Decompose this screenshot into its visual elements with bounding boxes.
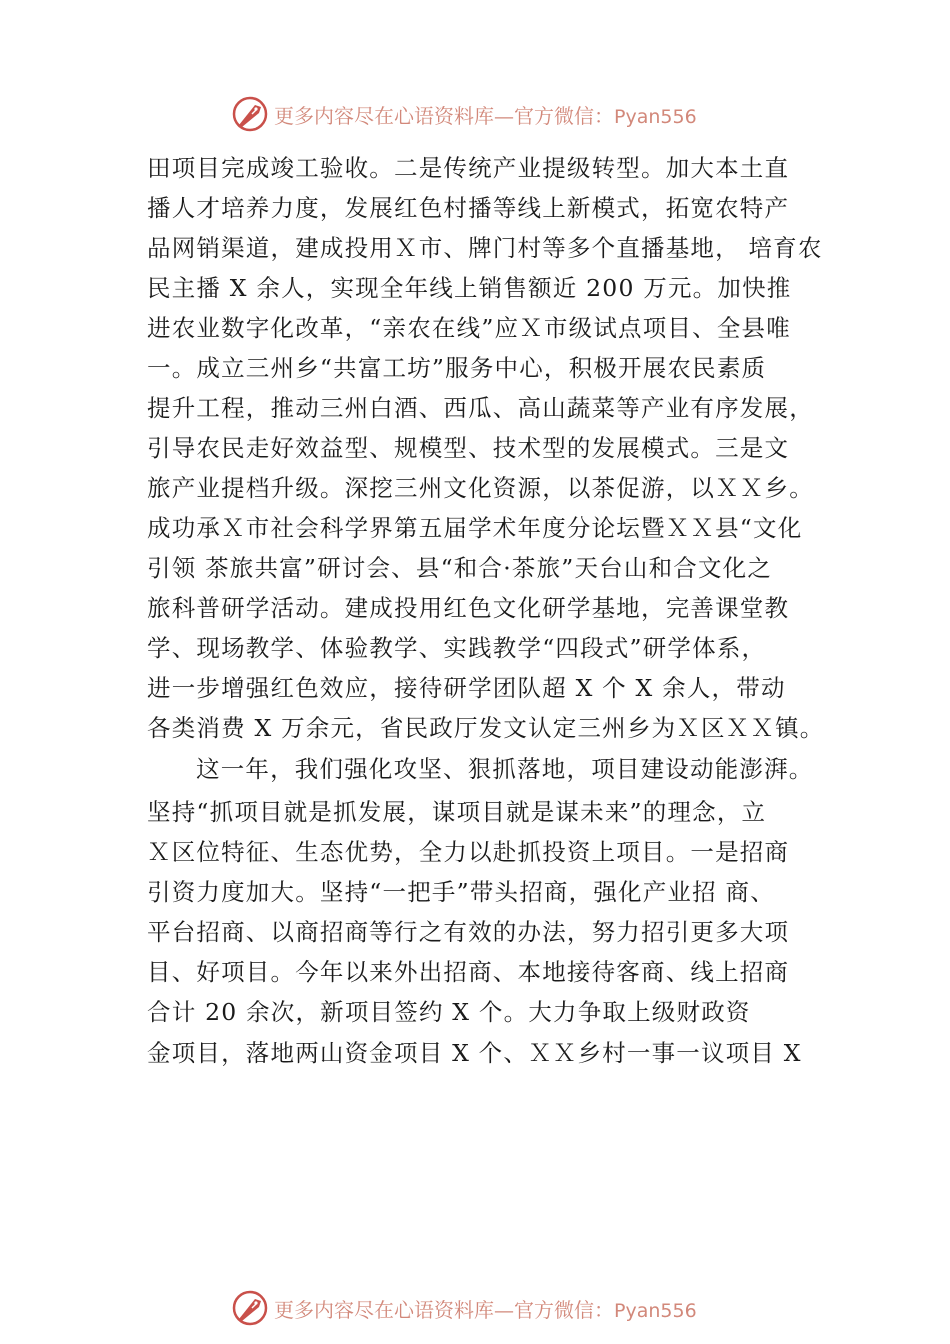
paragraph-line: 目、好项目。今年以来外出招商、本地接待客商、线上招商 [147, 958, 790, 986]
paragraph-line: 成功承Ｘ市社会科学界第五届学术年度分论坛暨ＸＸ县“文化 [147, 514, 803, 542]
paragraph-line: 引资力度加大。坚持“一把手”带头招商，强化产业招 商、 [147, 878, 775, 906]
paragraph-line: 学、现场教学、体验教学、实践教学“四段式”研学体系， [147, 634, 767, 662]
paragraph-line: 进一步增强红色效应，接待研学团队超 X 个 X 余人，带动 [147, 674, 786, 702]
paragraph-line: Ｘ区位特征、生态优势，全力以赴抓投资上项目。一是招商 [147, 838, 790, 866]
paragraph-first-line: 这一年，我们强化攻坚、狠抓落地，项目建设动能澎湃。 [196, 755, 814, 783]
paragraph-line: 引导农民走好效益型、规模型、技术型的发展模式。三是文 [147, 434, 790, 462]
pen-nib-logo-icon [230, 94, 270, 134]
paragraph-line: 平台招商、以商招商等行之有效的办法，努力招引更多大项 [147, 918, 790, 946]
paragraph-line: 合计 20 余次，新项目签约 X 个。大力争取上级财政资 [147, 998, 751, 1026]
paragraph-line: 金项目，落地两山资金项目 X 个、ＸＸ乡村一事一议项目 X [147, 1039, 802, 1067]
paragraph-line: 品网销渠道，建成投用Ｘ市、牌门村等多个直播基地， 培育农 [147, 234, 823, 262]
paragraph-line: 旅科普研学活动。建成投用红色文化研学基地，完善课堂教 [147, 594, 790, 622]
paragraph-line: 一。成立三州乡“共富工坊”服务中心，积极开展农民素质 [147, 354, 767, 382]
paragraph-line: 田项目完成竣工验收。二是传统产业提级转型。加大本土直 [147, 154, 790, 182]
paragraph-line: 各类消费 X 万余元，省民政厅发文认定三州乡为Ｘ区ＸＸ镇。 [147, 714, 825, 742]
paragraph-line: 坚持“抓项目就是抓发展，谋项目就是谋未来”的理念，立 [147, 798, 767, 826]
banner-label: 更多内容尽在心语资料库—官方微信：Pyan556 [274, 1297, 697, 1322]
footer-banner [230, 1288, 750, 1328]
banner-label: 更多内容尽在心语资料库—官方微信：Pyan556 [274, 103, 697, 128]
paragraph-line: 播人才培养力度，发展红色村播等线上新模式，拓宽农特产 [147, 194, 790, 222]
paragraph-line: 民主播 X 余人，实现全年线上销售额近 200 万元。加快推 [147, 274, 792, 302]
paragraph-line: 旅产业提档升级。深挖三州文化资源，以茶促游，以ＸＸ乡。 [147, 474, 814, 502]
pen-nib-logo-icon [230, 1288, 270, 1328]
paragraph-line: 提升工程，推动三州白酒、西瓜、高山蔬菜等产业有序发展， [147, 394, 814, 422]
paragraph-line: 进农业数字化改革，“亲农在线”应Ｘ市级试点项目、全县唯 [147, 314, 791, 342]
paragraph-line: 引领 茶旅共富”研讨会、县“和合·茶旅”天台山和合文化之 [147, 554, 773, 582]
header-banner [230, 94, 750, 134]
